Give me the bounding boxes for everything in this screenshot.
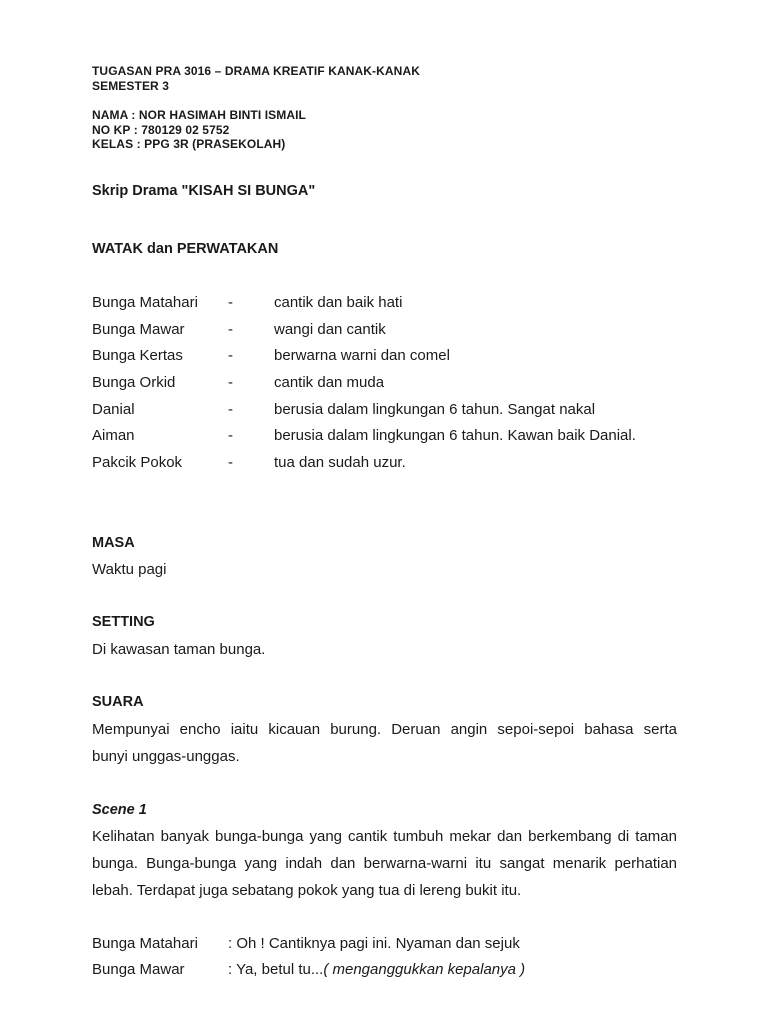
- assignment-header: [92, 64, 420, 93]
- course-line: TUGASAN PRA 3016 – DRAMA KREATIF KANAK-KANAK: [92, 64, 420, 78]
- setting-value: Di kawasan taman bunga.: [92, 641, 266, 658]
- masa-heading: MASA: [92, 535, 135, 551]
- dialogue-speaker: Bunga Matahari: [92, 935, 198, 952]
- character-dash: -: [228, 454, 233, 471]
- character-name: Aiman: [92, 427, 135, 444]
- character-desc: berusia dalam lingkungan 6 tahun. Kawan baik Danial.: [274, 427, 636, 444]
- character-dash: -: [228, 400, 233, 418]
- character-desc: cantik dan muda: [274, 373, 385, 391]
- character-desc: wangi dan cantik: [274, 320, 386, 338]
- scene-line: lebah. Terdapat juga sebatang pokok yang tua di lereng bukit itu.: [92, 882, 522, 899]
- masa-value: Waktu pagi: [92, 561, 167, 578]
- character-dash: -: [228, 427, 233, 444]
- dialogue-text: [228, 935, 520, 952]
- character-name: Bunga Orkid: [92, 373, 176, 391]
- character-name: Bunga Matahari: [92, 294, 198, 311]
- student-name: NAMA : NOR HASIMAH BINTI ISMAIL: [92, 108, 306, 122]
- character-desc: berusia dalam lingkungan 6 tahun. Sangat nakal: [274, 400, 596, 418]
- scene-heading: Scene 1: [92, 802, 147, 818]
- suara-paragraph: [92, 716, 677, 770]
- suara-line: bunyi unggas-unggas.: [92, 748, 240, 765]
- character-desc: tua dan sudah uzur.: [274, 454, 406, 471]
- character-dash: -: [228, 373, 233, 391]
- student-info: [92, 108, 306, 152]
- semester-line: SEMESTER 3: [92, 78, 170, 93]
- dialogue-speaker: Bunga Mawar: [92, 961, 185, 978]
- character-desc: cantik dan baik hati: [274, 294, 403, 311]
- character-dash: -: [228, 294, 233, 311]
- setting-heading: SETTING: [92, 614, 155, 630]
- scene-paragraph: [92, 823, 677, 904]
- student-class: KELAS : PPG 3R (PRASEKOLAH): [92, 137, 286, 151]
- character-name: Bunga Mawar: [92, 320, 185, 338]
- drama-title: Skrip Drama "KISAH SI BUNGA": [92, 183, 316, 199]
- stage-direction: ( menganggukkan kepalanya ): [323, 961, 526, 978]
- scene-line: bunga. Bunga-bunga yang indah dan berwarna-warni itu sangat menarik perhatian: [92, 855, 677, 872]
- document-page: [92, 0, 677, 1024]
- character-name: Pakcik Pokok: [92, 454, 183, 471]
- character-dash: -: [228, 320, 233, 338]
- student-id: NO KP : 780129 02 5752: [92, 122, 230, 137]
- character-name: Danial: [92, 400, 135, 418]
- watak-heading: WATAK dan PERWATAKAN: [92, 241, 279, 257]
- character-desc: berwarna warni dan comel: [274, 347, 450, 364]
- dialogue-speech: : Oh ! Cantiknya pagi ini. Nyaman dan sejuk: [228, 935, 520, 952]
- character-name: Bunga Kertas: [92, 347, 183, 364]
- character-dash: -: [228, 347, 233, 364]
- dialogue-speech: : Ya, betul tu...: [228, 961, 324, 978]
- suara-heading: SUARA: [92, 694, 144, 710]
- scene-line: Kelihatan banyak bunga-bunga yang cantik tumbuh mekar dan berkembang di taman: [92, 828, 677, 845]
- suara-line: Mempunyai encho iaitu kicauan burung. Deruan angin sepoi-sepoi bahasa serta: [92, 721, 677, 738]
- dialogue-text: [228, 961, 525, 978]
